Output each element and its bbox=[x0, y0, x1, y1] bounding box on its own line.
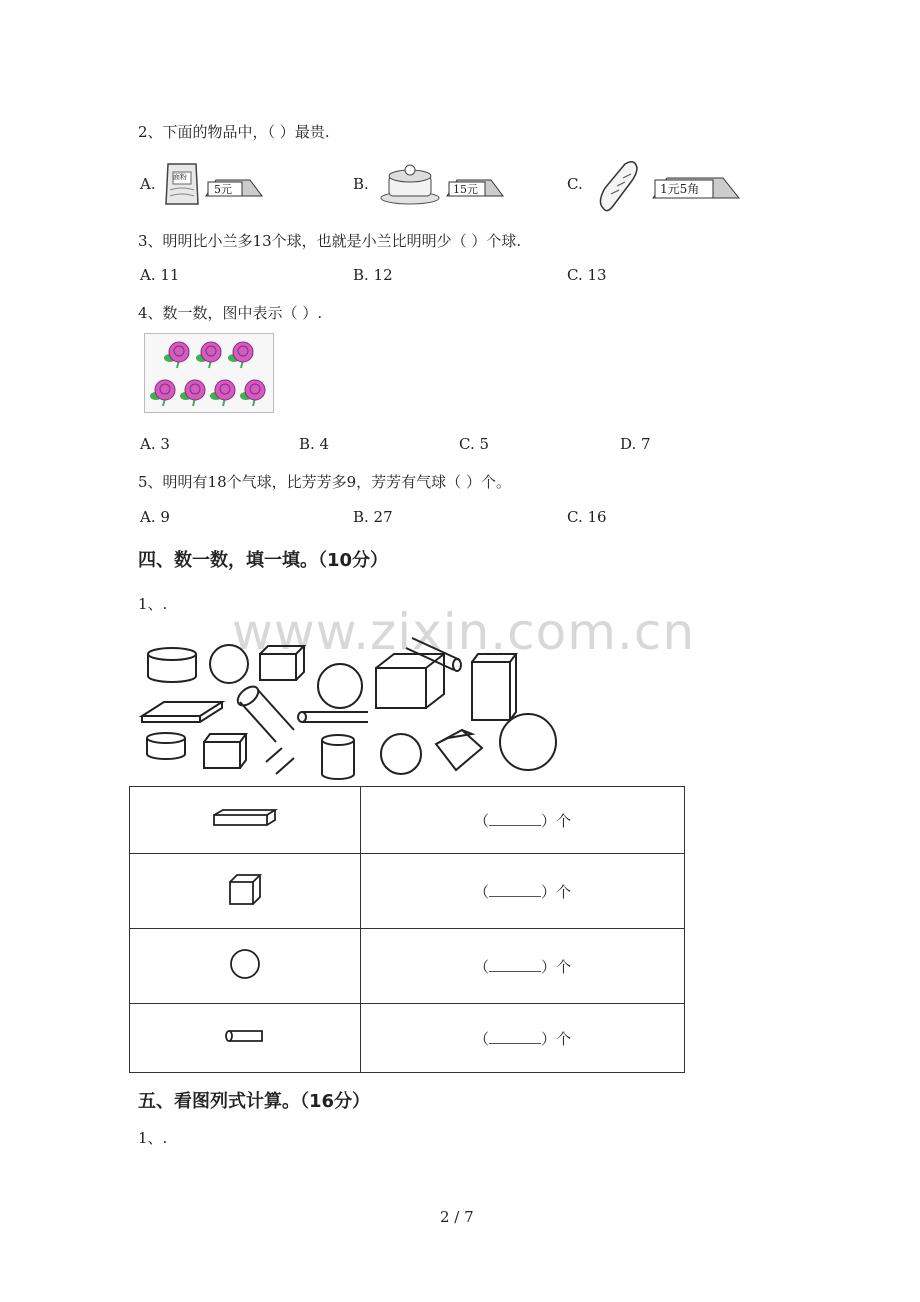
bracket-close-unit: ）个 bbox=[541, 882, 572, 901]
shapes-picture bbox=[136, 624, 576, 784]
answer-cell[interactable] bbox=[361, 787, 685, 854]
q5-option: C. 16 bbox=[567, 508, 607, 526]
q3-stem: 3、明明比小兰多13个球，也就是小兰比明明少（ ）个球. bbox=[138, 232, 522, 250]
q3-option: C. 13 bbox=[567, 266, 607, 284]
price-label: 5元 bbox=[214, 183, 232, 196]
bracket-open: （ bbox=[473, 811, 489, 830]
section5-item: 1、. bbox=[138, 1129, 168, 1147]
answer-blank[interactable] bbox=[489, 957, 541, 972]
cake-icon bbox=[379, 160, 441, 206]
answer-blank[interactable] bbox=[489, 1029, 541, 1044]
bracket-close-unit: ）个 bbox=[541, 811, 572, 830]
page-number: 2 / 7 bbox=[440, 1208, 474, 1226]
rose-icon bbox=[180, 380, 205, 406]
price-label: 15元 bbox=[453, 183, 478, 196]
counting-table bbox=[129, 786, 685, 1073]
bread-icon bbox=[595, 158, 641, 214]
q5-stem: 5、明明有18个气球，比芳芳多9，芳芳有气球（ ）个。 bbox=[138, 473, 511, 491]
rose-icon bbox=[150, 380, 175, 406]
answer-cell[interactable] bbox=[361, 854, 685, 929]
table-cell bbox=[130, 1004, 361, 1073]
bracket-open: （ bbox=[473, 1029, 489, 1048]
q3-option: B. 12 bbox=[353, 266, 393, 284]
q5-option: B. 27 bbox=[353, 508, 393, 526]
option-label: A. bbox=[140, 175, 156, 193]
cylinder-icon bbox=[224, 1028, 266, 1044]
rose-icon bbox=[164, 342, 189, 368]
q4-option: A. 3 bbox=[140, 435, 170, 453]
answer-cell[interactable] bbox=[361, 929, 685, 1004]
q4-option: D. 7 bbox=[620, 435, 651, 453]
q5-option: A. 9 bbox=[140, 508, 170, 526]
section5-heading: 五、看图列式计算。（16分） bbox=[138, 1091, 371, 1112]
option-label: C. bbox=[567, 175, 583, 193]
table-row bbox=[130, 929, 685, 1004]
table-cell bbox=[130, 854, 361, 929]
rose-icon bbox=[228, 342, 253, 368]
bracket-open: （ bbox=[473, 882, 489, 901]
flower-picture bbox=[144, 333, 274, 413]
q2-stem: 2、下面的物品中，（ ）最贵. bbox=[138, 123, 330, 141]
answer-cell[interactable] bbox=[361, 1004, 685, 1073]
price-tag bbox=[651, 176, 741, 200]
bracket-close-unit: ）个 bbox=[541, 1029, 572, 1048]
table-cell bbox=[130, 929, 361, 1004]
table-row bbox=[130, 1004, 685, 1073]
cube-icon bbox=[227, 872, 263, 906]
rose-icon bbox=[210, 380, 235, 406]
q3-option: A. 11 bbox=[140, 266, 180, 284]
flour-bag-icon bbox=[162, 160, 202, 208]
watermark: www.zixin.com.cn bbox=[232, 603, 696, 661]
price-tag bbox=[204, 178, 264, 198]
flour-bag-label: 面粉 bbox=[173, 173, 187, 181]
price-label: 1元5角 bbox=[660, 182, 700, 196]
q4-stem: 4、数一数，图中表示（ ）. bbox=[138, 304, 323, 322]
cuboid-icon bbox=[211, 808, 279, 828]
answer-blank[interactable] bbox=[489, 882, 541, 897]
price-tag bbox=[445, 178, 505, 198]
table-row bbox=[130, 787, 685, 854]
rose-icon bbox=[196, 342, 221, 368]
bracket-close-unit: ）个 bbox=[541, 957, 572, 976]
rose-icon bbox=[240, 380, 265, 406]
table-cell bbox=[130, 787, 361, 854]
bracket-open: （ bbox=[473, 957, 489, 976]
option-label: B. bbox=[353, 175, 369, 193]
answer-blank[interactable] bbox=[489, 811, 541, 826]
section4-heading: 四、数一数，填一填。（10分） bbox=[138, 550, 389, 571]
sphere-icon bbox=[228, 947, 262, 981]
q4-option: B. 4 bbox=[299, 435, 330, 453]
q4-option: C. 5 bbox=[459, 435, 490, 453]
table-row bbox=[130, 854, 685, 929]
section4-item: 1、. bbox=[138, 595, 168, 613]
